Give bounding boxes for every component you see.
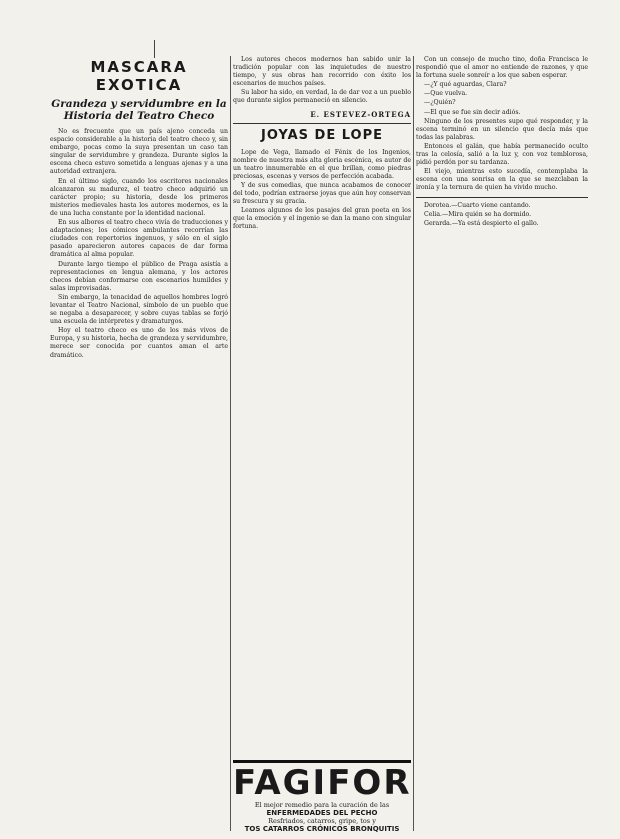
paragraph: Leamos algunos de los pasajes del gran poeta en los que la emoción y el ingenio se dan la mano con singular fortuna. xyxy=(233,207,411,231)
paragraph: Lope de Vega, llamado el Fénix de los Ingenios, nombre de nuestra más alta gloria escénica, es autor de un teatro innumerable en el que brillan, como piedras preciosas, escenas y versos de perfección acabada. xyxy=(233,148,411,180)
paragraph: Ninguno de los presentes supo qué responder, y la escena terminó en un silencio que decía más que todas las palabras. xyxy=(416,117,588,141)
paragraph: El viejo, mientras esto sucedía, contemplaba la escena con una sonrisa en la que se mezclaban la ironía y la ternura de quien ha vivido mucho. xyxy=(416,168,588,192)
paragraph: Y de sus comedias, que nunca acabamos de conocer del todo, podrían extraerse joyas que aún hoy conservan su frescura y su gracia. xyxy=(233,181,411,206)
ad-headline: ENFERMEDADES DEL PECHO xyxy=(266,809,378,817)
paragraph: Su labor ha sido, en verdad, la de dar voz a un pueblo que durante siglos permaneció en silencio. xyxy=(233,89,411,105)
paragraph: No es frecuente que un país ajeno conceda un espacio considerable a la historia del teatro checo y, sin embargo, pocas como la suya presentan un caso tan singular de servidumbre y grandeza. Durante siglos la escena checa estuvo sometida a lenguas ajenas y a una autoridad extranjera. xyxy=(50,128,228,176)
paragraph: —¿Y qué aguardas, Clara? xyxy=(424,81,507,89)
column-1 xyxy=(50,50,228,361)
paragraph: Durante largo tiempo el público de Praga asistía a representaciones en lengua alemana, y los actores checos debían conformarse con escenarios humildes y salas improvisadas. xyxy=(50,260,228,292)
column-2 xyxy=(233,56,411,233)
paragraph: Hoy el teatro checo es uno de los más vivos de Europa, y su historia, hecha de grandeza y servidumbre, merece ser conocida por cuantos aman el arte dramático. xyxy=(50,327,228,359)
article-title: MASCARA EXOTICA xyxy=(90,58,188,94)
paragraph: Dorotea.—Cuarto viene cantando. xyxy=(424,201,531,209)
column-divider xyxy=(413,56,414,831)
article-signature: E. ESTEVEZ-ORTEGA xyxy=(310,109,411,119)
column-divider xyxy=(230,56,231,831)
paragraph: Con un consejo de mucho tino, doña Francisca le respondió que el amor no entiende de razones, y que la fortuna suele sonreír a los que saben esperar. xyxy=(416,56,588,80)
paragraph: Sin embargo, la tenacidad de aquellos hombres logró levantar el Teatro Nacional, símbolo de un pueblo que se negaba a desaparecer, y sobre cuyas tablas se forjó una escuela de intérpretes y dramaturgos. xyxy=(50,293,228,326)
paragraph: Entonces el galán, que había permanecido oculto tras la celosía, salió a la luz y, con voz temblorosa, pidió perdón por su tardanza. xyxy=(416,142,588,167)
advertisement xyxy=(233,760,411,835)
paragraph: En el último siglo, cuando los escritores nacionales alcanzaron su madurez, el teatro checo adquirió un carácter propio; su historia, desde los primeros misterios medievales hasta los autores modernos, es la de una lucha constante por la identidad nacional. xyxy=(50,177,228,217)
ad-line: Resfriados, catarros, gripe, tos y xyxy=(268,817,376,825)
section-divider xyxy=(416,197,588,198)
ad-footer: TOS CATARROS CRÓNICOS BRONQUITIS xyxy=(244,825,400,833)
article-subtitle: Grandeza y servidumbre en la Historia del Teatro Checo xyxy=(51,98,227,122)
paragraph: Los autores checos modernos han sabido unir la tradición popular con las inquietudes de nuestro tiempo, y sus obras han recorrido con éxito los escenarios de muchos países. xyxy=(233,56,411,88)
paragraph: —El que se fue sin decir adiós. xyxy=(424,108,521,116)
ad-brand: FAGIFOR xyxy=(233,763,412,803)
column-3 xyxy=(416,56,588,229)
paragraph: —Que vuelva. xyxy=(424,90,468,98)
section-title: JOYAS DE LOPE xyxy=(260,127,384,143)
paragraph: En sus albores el teatro checo vivía de traducciones y adaptaciones; los cómicos ambulantes recorrían las ciudades con repertorios ingenuos, y sólo en el siglo pasado aparecieron autores capaces de dar forma dramática al alma popular. xyxy=(50,219,228,259)
paragraph: —¿Quién? xyxy=(424,99,456,107)
paragraph: Celia.—Mira quién se ha dormido. xyxy=(424,210,532,218)
paragraph: Gerarda.—Ya está despierto el gallo. xyxy=(424,219,539,227)
ad-line: El mejor remedio para la curación de las xyxy=(254,801,390,809)
section-divider xyxy=(233,123,411,124)
